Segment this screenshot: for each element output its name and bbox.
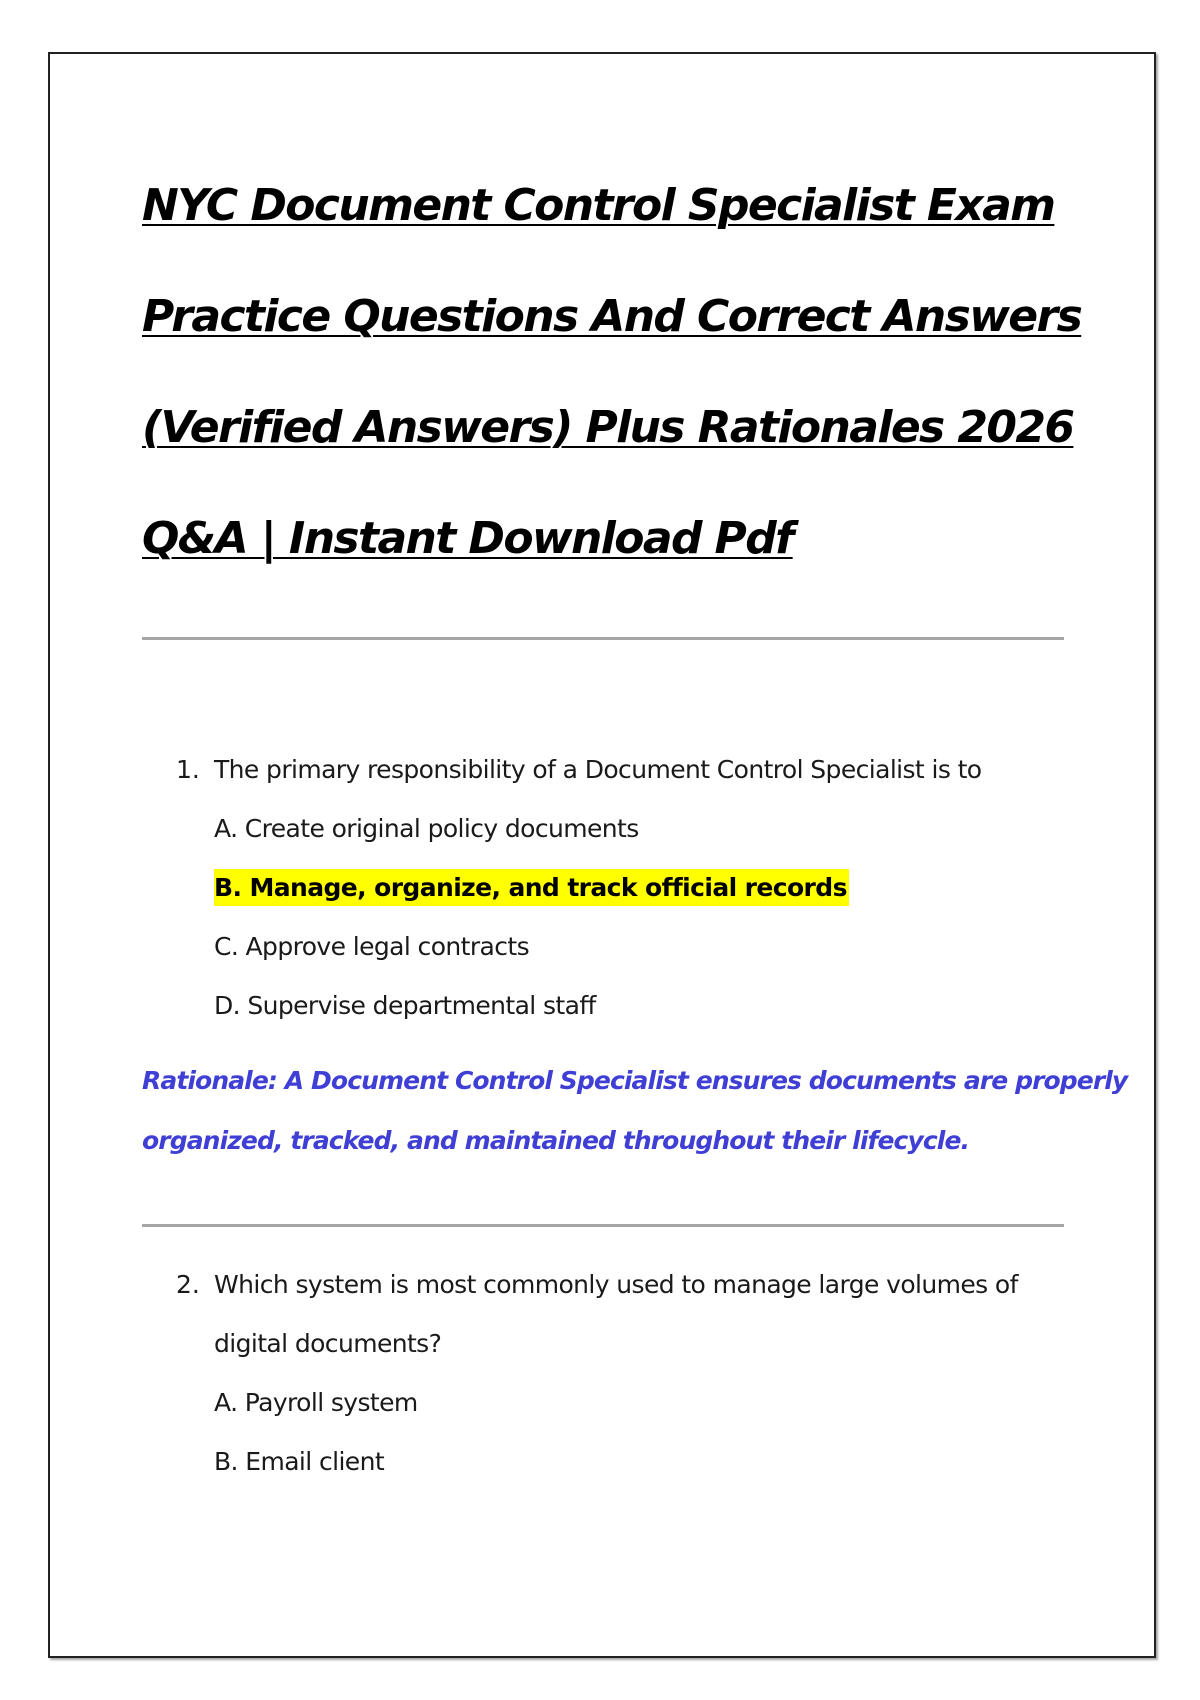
option-a: A. Payroll system: [214, 1388, 418, 1417]
option-b: B. Email client: [214, 1447, 385, 1476]
document-title: [142, 150, 1082, 594]
option-d: D. Supervise departmental staff: [214, 991, 596, 1020]
option-b-correct-answer: B. Manage, organize, and track official records: [142, 858, 1072, 917]
option-c: C. Approve legal contracts: [214, 932, 530, 961]
question-number: 2.: [176, 1270, 200, 1299]
question-number: 1.: [176, 755, 200, 784]
question-text: The primary responsibility of a Document Control Specialist is to: [214, 755, 982, 784]
question-text-continued: digital documents?: [214, 1329, 442, 1358]
rationale-line: organized, tracked, and maintained throughout their lifecycle.: [142, 1126, 970, 1155]
rationale-line: Rationale: A Document Control Specialist ensures documents are properly: [142, 1066, 1128, 1095]
section-divider: [142, 1224, 1064, 1227]
title-line: (Verified Answers) Plus Rationales 2026: [142, 402, 1074, 453]
question-text: Which system is most commonly used to manage large volumes of: [214, 1270, 1018, 1299]
question-1: [142, 740, 1072, 1035]
section-divider: [142, 637, 1064, 640]
title-line: NYC Document Control Specialist Exam: [142, 180, 1055, 231]
title-line: Q&A | Instant Download Pdf: [142, 513, 793, 564]
question-2: [142, 1255, 1072, 1491]
question-stem: [142, 1255, 1072, 1314]
question-stem: [142, 740, 1072, 799]
option-a: A. Create original policy documents: [214, 814, 639, 843]
title-line: Practice Questions And Correct Answers: [142, 291, 1082, 342]
rationale-1: [142, 1051, 1128, 1171]
